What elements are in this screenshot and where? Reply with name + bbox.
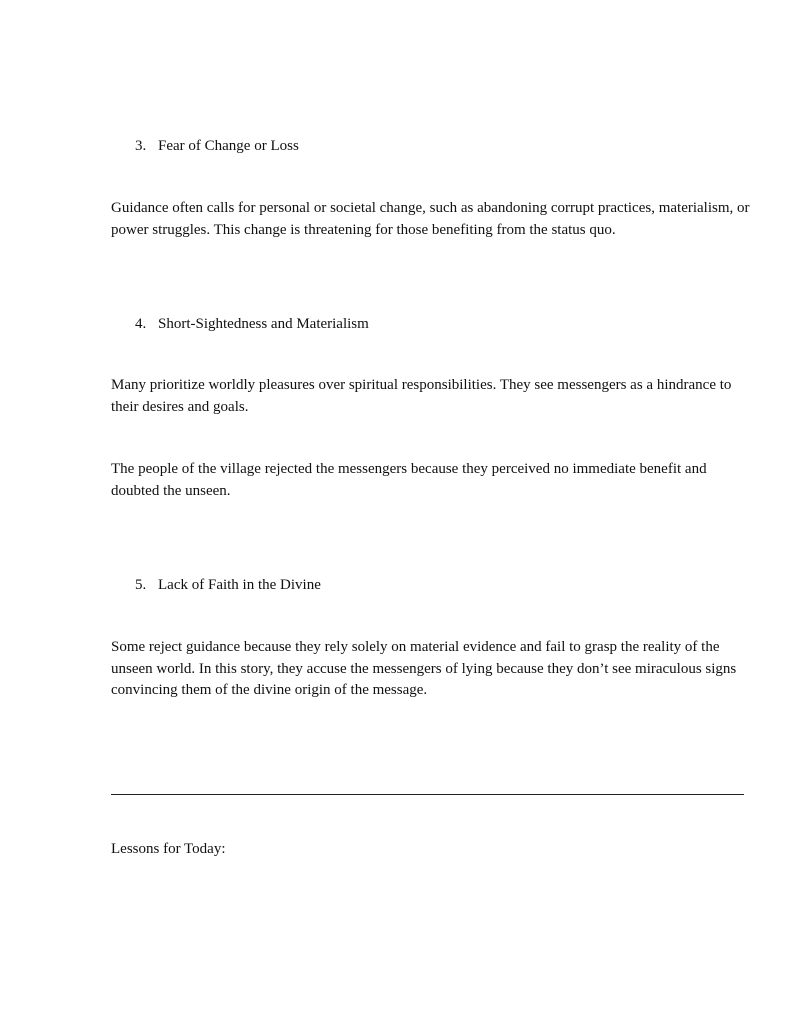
list-item-short-sightedness [135,314,369,334]
list-item-lack-of-faith [135,575,321,595]
horizontal-divider [111,794,744,795]
paragraph-change-guidance: Guidance often calls for personal or societal change, such as abandoning corrupt practices, materialism, or power struggles. This change is threatening for those benefiting from the status quo. [111,200,750,238]
list-heading: Fear of Change or Loss [158,138,299,154]
list-number: 3. [135,138,147,154]
paragraph-unseen-world: Some reject guidance because they rely solely on material evidence and fail to grasp the reality of the unseen world. In this story, they accuse the messengers of lying because they don’t see miraculous signs convincing them of the divine origin of the message. [111,639,737,698]
list-number: 4. [135,316,147,332]
lessons-heading: Lessons for Today: [111,841,226,857]
list-heading: Short-Sightedness and Materialism [158,316,369,332]
list-heading: Lack of Faith in the Divine [158,577,321,593]
list-item-fear-of-change [135,136,299,156]
paragraph-village-rejection: The people of the village rejected the messengers because they perceived no immediate benefit and doubted the unseen. [111,461,707,499]
paragraph-worldly-pleasures: Many prioritize worldly pleasures over spiritual responsibilities. They see messengers as a hindrance to their desires and goals. [111,377,732,415]
list-number: 5. [135,577,147,593]
